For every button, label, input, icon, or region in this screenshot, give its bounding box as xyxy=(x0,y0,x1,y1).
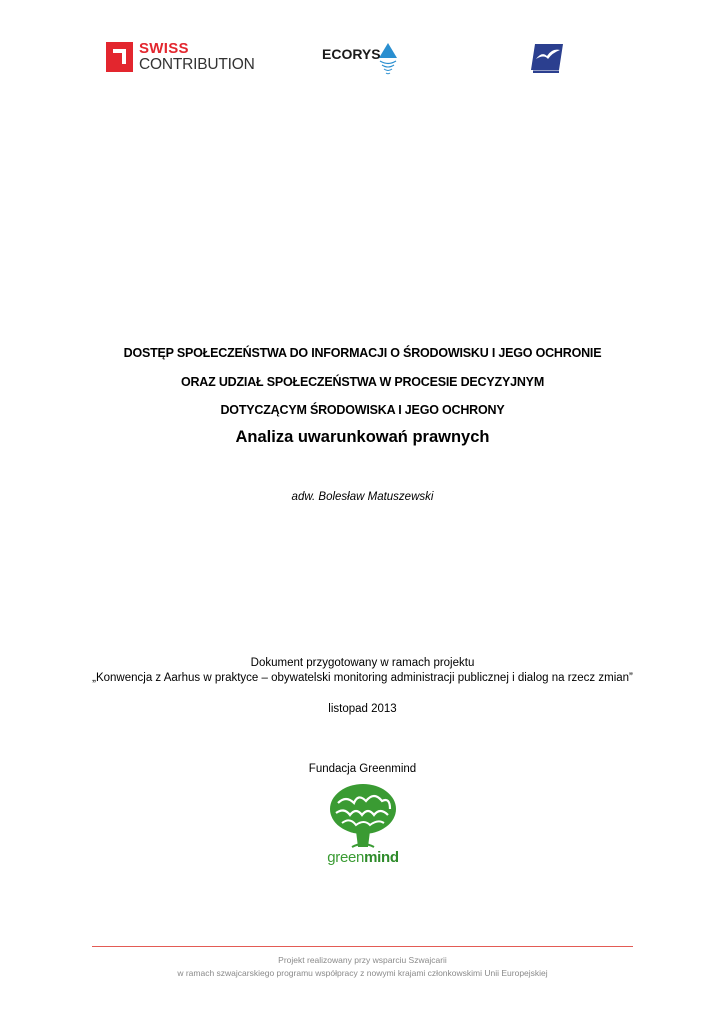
bird-emblem-logo xyxy=(530,42,564,74)
project-name: „Konwencja z Aarhus w praktyce – obywatelski monitoring administracji publicznej i dialog na rzecz zmian” xyxy=(92,672,633,684)
title-line-2: ORAZ UDZIAŁ SPOŁECZEŃSTWA W PROCESIE DECYZYJNYM xyxy=(180,375,545,389)
document-subtitle: Analiza uwarunkowań prawnych xyxy=(235,428,490,446)
greenmind-wordmark xyxy=(320,849,406,866)
organization-name: Fundacja Greenmind xyxy=(308,763,417,775)
project-intro: Dokument przygotowany w ramach projektu xyxy=(250,657,475,669)
footer-line-1: Projekt realizowany przy wsparciu Szwajcarii xyxy=(278,955,447,965)
seagull-icon xyxy=(530,42,564,74)
greenmind-wordmark-light: green xyxy=(327,849,365,866)
title-line-3: DOTYCZĄCYM ŚRODOWISKA I JEGO OCHRONY xyxy=(220,403,505,417)
greenmind-wordmark-bold: mind xyxy=(364,849,399,866)
ecorys-drop-icon xyxy=(378,42,398,76)
ecorys-logo-text: ECORYS xyxy=(322,46,381,62)
swiss-logo-line1: SWISS xyxy=(139,40,189,57)
title-line-1: DOSTĘP SPOŁECZEŃSTWA DO INFORMACJI O ŚRODOWISKU I JEGO OCHRONIE xyxy=(123,346,602,360)
brain-tree-icon xyxy=(328,783,398,849)
swiss-logo-line2: CONTRIBUTION xyxy=(139,56,255,73)
footer-line-2: w ramach szwajcarskiego programu współpracy z nowymi krajami członkowskimi Unii Europejskiej xyxy=(177,968,548,978)
ecorys-logo xyxy=(322,42,398,76)
footer-divider xyxy=(92,946,633,947)
greenmind-logo xyxy=(318,783,408,873)
author: adw. Bolesław Matuszewski xyxy=(291,491,434,503)
swiss-flag-icon xyxy=(106,42,133,72)
document-date: listopad 2013 xyxy=(328,703,397,715)
swiss-contribution-logo xyxy=(106,40,255,74)
